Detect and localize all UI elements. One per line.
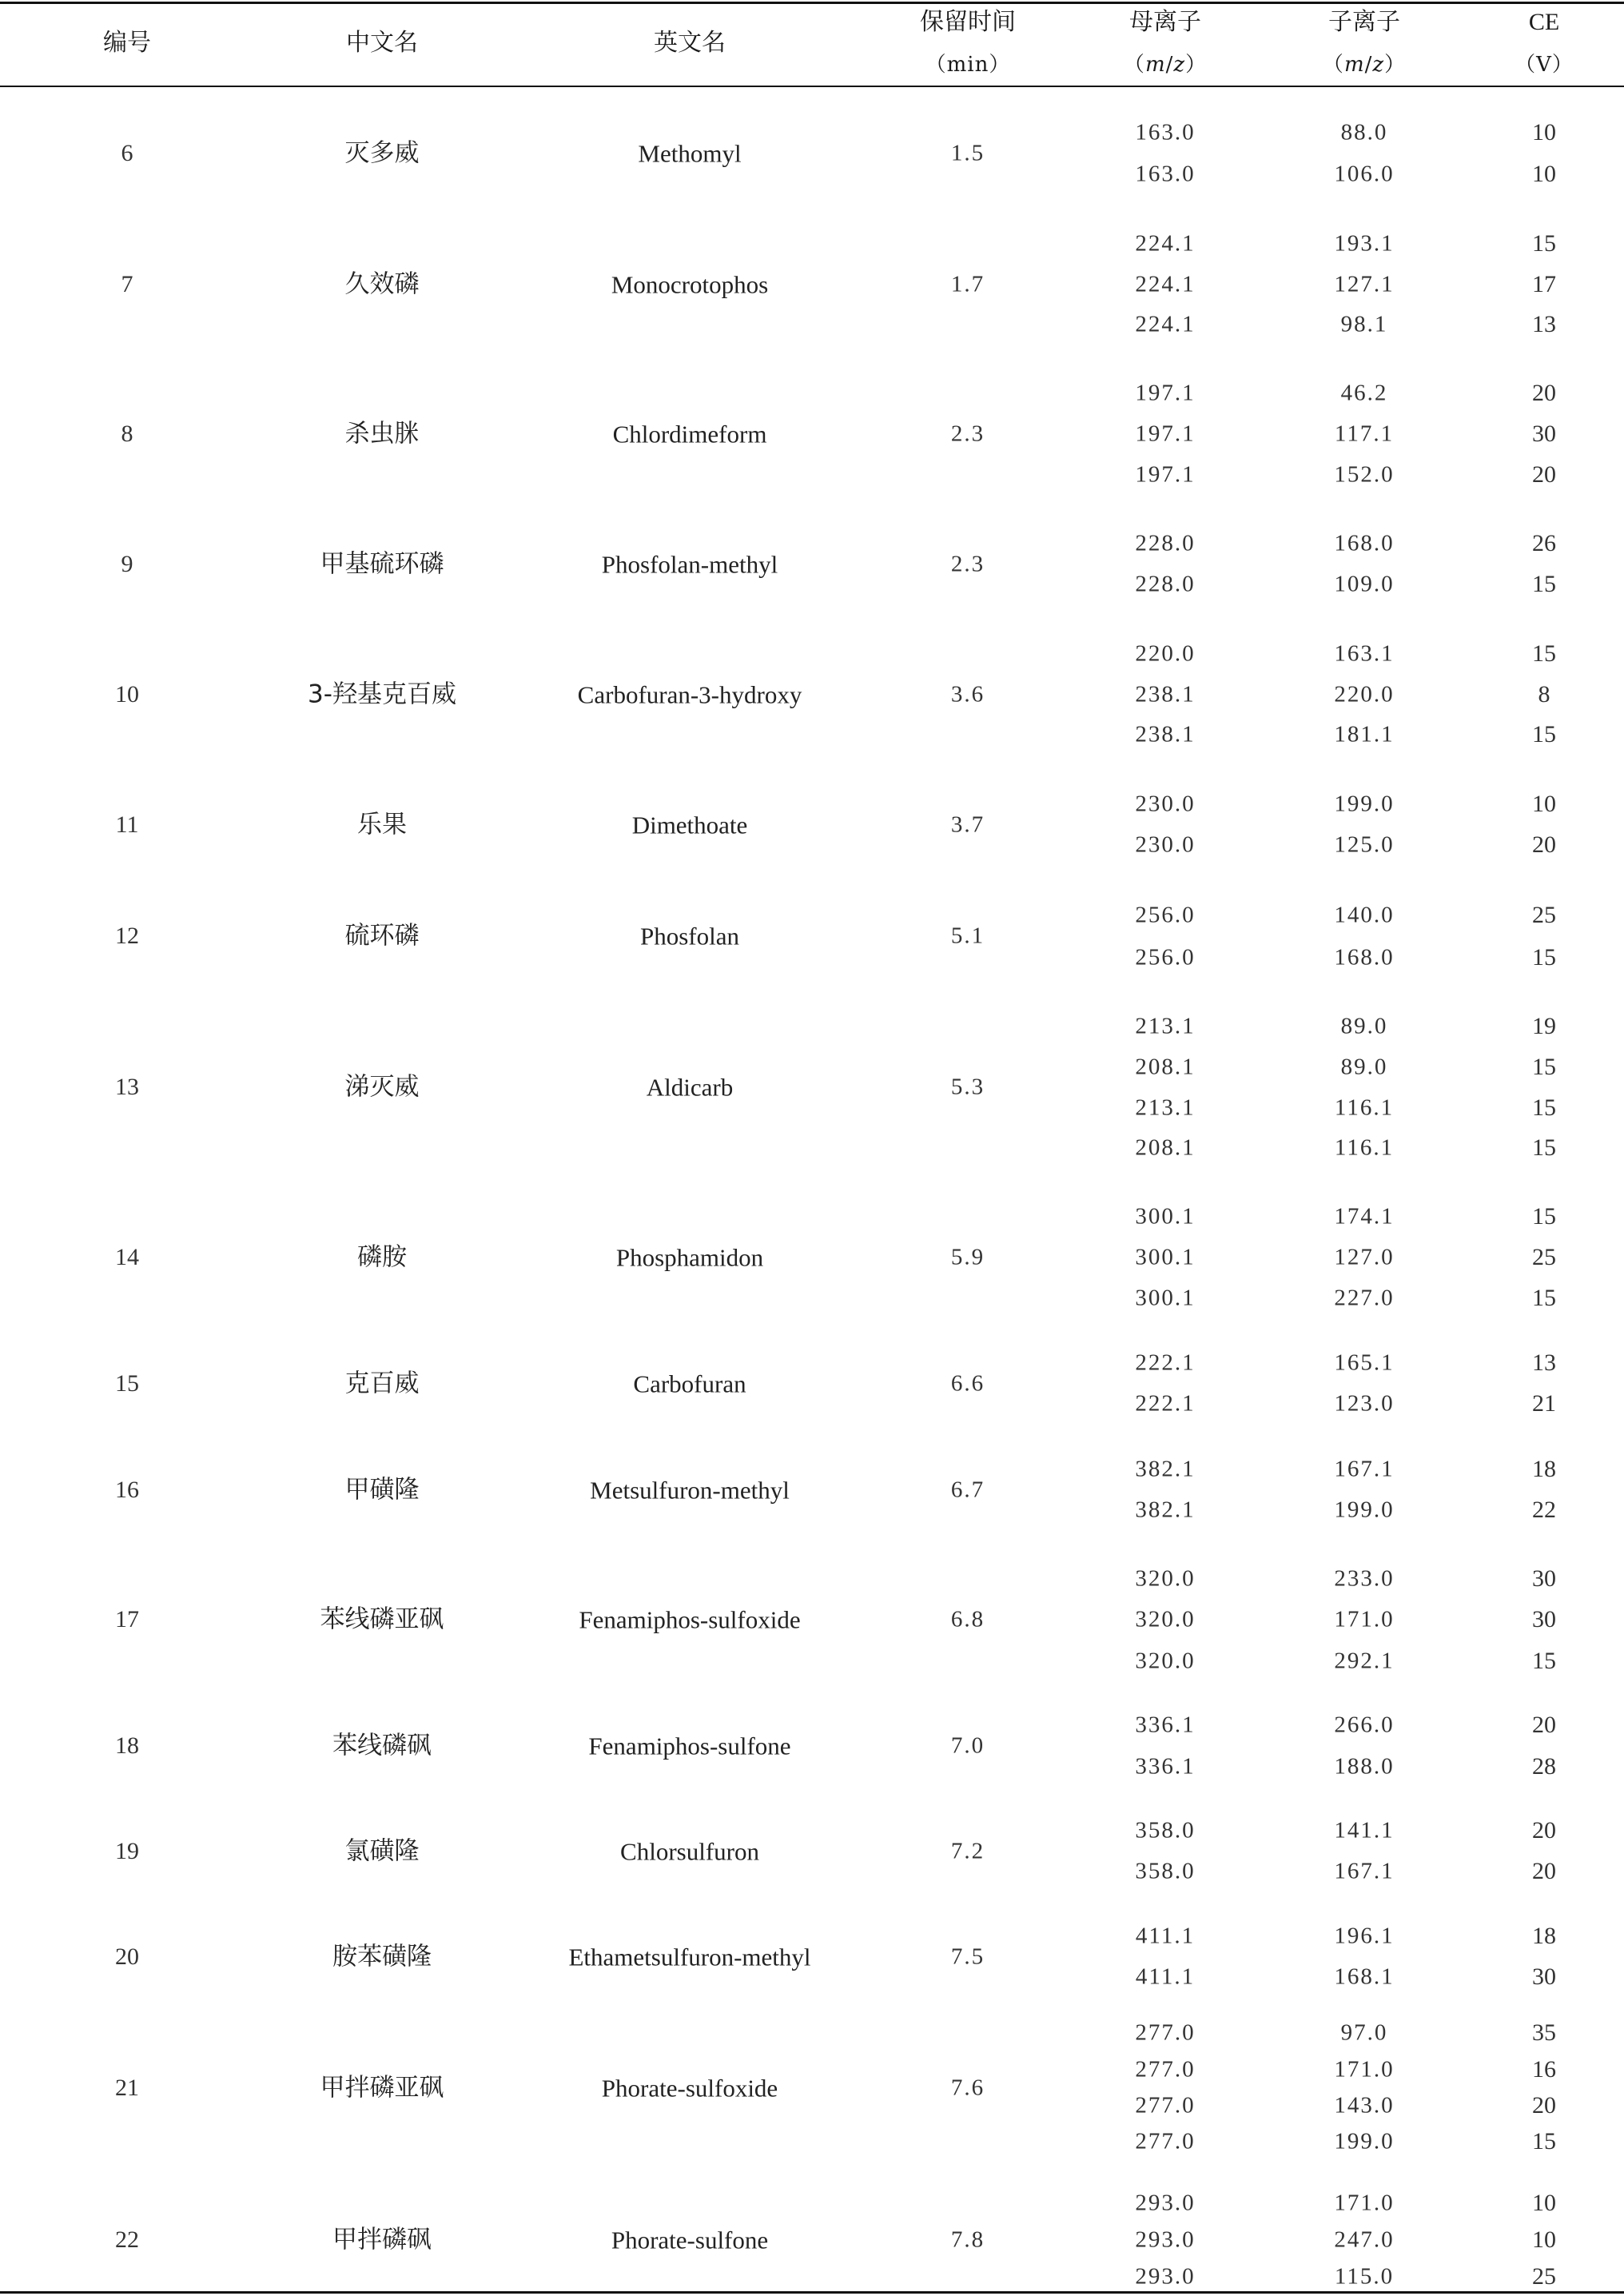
row-no: 7 xyxy=(121,271,133,297)
row-ce: 20 xyxy=(1532,1858,1556,1884)
row-no: 8 xyxy=(121,421,133,447)
row-ce: 13 xyxy=(1532,1349,1556,1376)
row-ce: 15 xyxy=(1532,1094,1556,1121)
row-product-ion: 106.0 xyxy=(1334,161,1395,187)
row-retention-time: 7.6 xyxy=(950,2075,985,2101)
row-chinese-name: 氯磺隆 xyxy=(344,1836,420,1866)
row-ce: 20 xyxy=(1532,461,1556,488)
row-precursor-ion: 300.1 xyxy=(1135,1203,1196,1230)
row-english-name: Carbofuran xyxy=(633,1369,746,1398)
row-ce: 20 xyxy=(1532,2092,1556,2119)
row-product-ion: 167.1 xyxy=(1334,1456,1395,1482)
row-chinese-name: 苯线磷砜 xyxy=(332,1731,432,1760)
header-no: 编号 xyxy=(103,29,151,57)
row-precursor-ion: 224.1 xyxy=(1135,311,1196,337)
row-ce: 15 xyxy=(1532,1054,1556,1080)
row-product-ion: 233.0 xyxy=(1334,1565,1395,1592)
row-product-ion: 115.0 xyxy=(1334,2263,1395,2290)
row-english-name: Monocrotophos xyxy=(611,270,769,299)
row-ce: 19 xyxy=(1532,1013,1556,1039)
row-chinese-name: 磷胺 xyxy=(357,1242,407,1272)
row-precursor-ion: 230.0 xyxy=(1135,831,1196,858)
row-product-ion: 109.0 xyxy=(1334,571,1395,597)
row-ce: 30 xyxy=(1532,1606,1556,1632)
row-product-ion: 266.0 xyxy=(1334,1712,1395,1738)
row-no: 13 xyxy=(115,1074,139,1100)
row-ce: 10 xyxy=(1532,2226,1556,2253)
row-precursor-ion: 277.0 xyxy=(1135,2092,1196,2119)
row-precursor-ion: 163.0 xyxy=(1135,161,1196,187)
row-ce: 10 xyxy=(1532,161,1556,187)
row-product-ion: 171.0 xyxy=(1334,2056,1395,2083)
row-chinese-name: 克百威 xyxy=(344,1369,420,1398)
row-product-ion: 168.1 xyxy=(1334,1963,1395,1990)
row-product-ion: 174.1 xyxy=(1334,1203,1395,1230)
row-ce: 26 xyxy=(1532,530,1556,556)
row-chinese-name: 甲磺隆 xyxy=(344,1475,420,1505)
row-product-ion: 98.1 xyxy=(1340,311,1388,337)
row-chinese-name: 乐果 xyxy=(357,810,407,839)
row-ce: 21 xyxy=(1532,1390,1556,1417)
row-retention-time: 7.2 xyxy=(950,1838,985,1864)
row-precursor-ion: 228.0 xyxy=(1135,571,1196,597)
header-product-ion: 子离子 xyxy=(1328,8,1400,36)
row-precursor-ion: 213.1 xyxy=(1135,1013,1196,1039)
row-retention-time: 6.8 xyxy=(950,1606,985,1632)
row-ce: 28 xyxy=(1532,1753,1556,1780)
row-precursor-ion: 197.1 xyxy=(1135,461,1196,488)
row-product-ion: 116.1 xyxy=(1334,1134,1395,1161)
row-precursor-ion: 197.1 xyxy=(1135,380,1196,406)
row-product-ion: 89.0 xyxy=(1340,1013,1388,1039)
row-chinese-name: 甲基硫环磷 xyxy=(320,549,444,579)
row-ce: 30 xyxy=(1532,421,1556,447)
row-product-ion: 163.1 xyxy=(1334,640,1395,667)
row-precursor-ion: 300.1 xyxy=(1135,1285,1196,1311)
row-product-ion: 123.0 xyxy=(1334,1390,1395,1417)
row-precursor-ion: 256.0 xyxy=(1135,944,1196,971)
row-ce: 10 xyxy=(1532,791,1556,817)
row-ce: 20 xyxy=(1532,380,1556,406)
row-ce: 15 xyxy=(1532,1134,1556,1161)
header-ce: CE xyxy=(1528,9,1560,35)
row-chinese-name: 3-羟基克百威 xyxy=(308,680,456,709)
row-precursor-ion: 277.0 xyxy=(1135,2019,1196,2046)
row-retention-time: 1.5 xyxy=(950,140,985,166)
table-bottom-rule xyxy=(0,2291,1624,2294)
row-product-ion: 116.1 xyxy=(1334,1094,1395,1121)
row-precursor-ion: 208.1 xyxy=(1135,1134,1196,1161)
row-chinese-name: 灭多威 xyxy=(344,138,420,168)
row-precursor-ion: 222.1 xyxy=(1135,1390,1196,1417)
row-no: 11 xyxy=(115,811,139,838)
row-ce: 15 xyxy=(1532,1203,1556,1230)
row-ce: 35 xyxy=(1532,2019,1556,2046)
row-no: 18 xyxy=(115,1732,139,1759)
row-product-ion: 152.0 xyxy=(1334,461,1395,488)
row-english-name: Fenamiphos-sulfoxide xyxy=(579,1605,801,1634)
row-ce: 15 xyxy=(1532,944,1556,971)
row-precursor-ion: 336.1 xyxy=(1135,1753,1196,1780)
row-product-ion: 171.0 xyxy=(1334,2190,1395,2216)
row-english-name: Phorate-sulfoxide xyxy=(601,2074,778,2103)
row-product-ion: 168.0 xyxy=(1334,944,1395,971)
row-product-ion: 141.1 xyxy=(1334,1817,1395,1844)
row-english-name: Phosfolan-methyl xyxy=(601,550,778,579)
row-retention-time: 3.6 xyxy=(950,681,985,708)
row-product-ion: 143.0 xyxy=(1334,2092,1395,2119)
row-product-ion: 227.0 xyxy=(1334,1285,1395,1311)
row-ce: 18 xyxy=(1532,1456,1556,1482)
row-product-ion: 117.1 xyxy=(1334,421,1395,447)
row-retention-time: 2.3 xyxy=(950,551,985,577)
row-ce: 17 xyxy=(1532,271,1556,297)
row-product-ion: 171.0 xyxy=(1334,1606,1395,1632)
row-retention-time: 6.7 xyxy=(950,1477,985,1503)
row-no: 16 xyxy=(115,1477,139,1503)
row-retention-time: 7.8 xyxy=(950,2226,985,2253)
row-no: 14 xyxy=(115,1244,139,1270)
row-chinese-name: 杀虫脒 xyxy=(344,419,420,448)
row-retention-time: 7.5 xyxy=(950,1943,985,1970)
row-precursor-ion: 238.1 xyxy=(1135,681,1196,708)
row-english-name: Chlordimeform xyxy=(612,420,767,448)
row-precursor-ion: 224.1 xyxy=(1135,230,1196,257)
row-ce: 15 xyxy=(1532,571,1556,597)
row-chinese-name: 久效磷 xyxy=(344,269,420,299)
row-product-ion: 125.0 xyxy=(1334,831,1395,858)
row-product-ion: 167.1 xyxy=(1334,1858,1395,1884)
row-no: 20 xyxy=(115,1943,139,1970)
row-ce: 15 xyxy=(1532,1285,1556,1311)
header-precursor-ion-unit: （m/z） xyxy=(1123,53,1208,77)
row-precursor-ion: 382.1 xyxy=(1135,1497,1196,1523)
row-product-ion: 97.0 xyxy=(1340,2019,1388,2046)
row-retention-time: 3.7 xyxy=(950,811,985,838)
row-precursor-ion: 358.0 xyxy=(1135,1817,1196,1844)
row-no: 12 xyxy=(115,923,139,949)
row-english-name: Aldicarb xyxy=(646,1073,734,1102)
row-ce: 22 xyxy=(1532,1497,1556,1523)
row-product-ion: 199.0 xyxy=(1334,1497,1395,1523)
header-precursor-ion: 母离子 xyxy=(1129,8,1201,36)
row-precursor-ion: 358.0 xyxy=(1135,1858,1196,1884)
row-product-ion: 181.1 xyxy=(1334,721,1395,747)
row-ce: 25 xyxy=(1532,2263,1556,2290)
row-precursor-ion: 213.1 xyxy=(1135,1094,1196,1121)
row-product-ion: 220.0 xyxy=(1334,681,1395,708)
row-no: 10 xyxy=(115,681,139,708)
header-ce-unit: （V） xyxy=(1515,53,1574,77)
row-ce: 15 xyxy=(1532,230,1556,257)
row-retention-time: 2.3 xyxy=(950,421,985,447)
row-retention-time: 6.6 xyxy=(950,1370,985,1397)
row-product-ion: 196.1 xyxy=(1334,1923,1395,1949)
row-ce: 30 xyxy=(1532,1963,1556,1990)
row-precursor-ion: 320.0 xyxy=(1135,1565,1196,1592)
row-english-name: Dimethoate xyxy=(631,811,748,839)
row-no: 22 xyxy=(115,2226,139,2253)
row-product-ion: 168.0 xyxy=(1334,530,1395,556)
row-product-ion: 127.1 xyxy=(1334,271,1395,297)
row-precursor-ion: 300.1 xyxy=(1135,1244,1196,1270)
row-product-ion: 247.0 xyxy=(1334,2226,1395,2253)
row-precursor-ion: 336.1 xyxy=(1135,1712,1196,1738)
row-ce: 15 xyxy=(1532,721,1556,747)
row-chinese-name: 涕灭威 xyxy=(344,1072,420,1102)
row-product-ion: 140.0 xyxy=(1334,902,1395,928)
row-precursor-ion: 238.1 xyxy=(1135,721,1196,747)
row-precursor-ion: 222.1 xyxy=(1135,1349,1196,1376)
row-product-ion: 193.1 xyxy=(1334,230,1395,257)
row-retention-time: 5.1 xyxy=(950,923,985,949)
row-english-name: Metsulfuron-methyl xyxy=(590,1476,790,1505)
row-ce: 15 xyxy=(1532,1648,1556,1674)
row-english-name: Chlorsulfuron xyxy=(620,1837,759,1866)
row-precursor-ion: 277.0 xyxy=(1135,2056,1196,2083)
header-retention-time: 保留时间 xyxy=(920,8,1016,36)
row-product-ion: 292.1 xyxy=(1334,1648,1395,1674)
row-product-ion: 89.0 xyxy=(1340,1054,1388,1080)
header-retention-time-unit: （min） xyxy=(925,53,1011,77)
row-precursor-ion: 320.0 xyxy=(1135,1648,1196,1674)
row-no: 6 xyxy=(121,140,133,166)
row-precursor-ion: 293.0 xyxy=(1135,2263,1196,2290)
row-product-ion: 88.0 xyxy=(1340,119,1388,145)
row-precursor-ion: 293.0 xyxy=(1135,2226,1196,2253)
row-ce: 16 xyxy=(1532,2056,1556,2083)
row-precursor-ion: 320.0 xyxy=(1135,1606,1196,1632)
row-precursor-ion: 163.0 xyxy=(1135,119,1196,145)
row-precursor-ion: 197.1 xyxy=(1135,421,1196,447)
row-chinese-name: 胺苯磺隆 xyxy=(332,1942,432,1971)
row-chinese-name: 甲拌磷砜 xyxy=(332,2225,432,2254)
row-product-ion: 127.0 xyxy=(1334,1244,1395,1270)
row-ce: 20 xyxy=(1532,1712,1556,1738)
header-chinese-name: 中文名 xyxy=(346,29,418,57)
row-ce: 20 xyxy=(1532,831,1556,858)
row-chinese-name: 甲拌磷亚砜 xyxy=(320,2073,444,2103)
header-english-name: 英文名 xyxy=(654,29,726,57)
row-ce: 30 xyxy=(1532,1565,1556,1592)
row-ce: 18 xyxy=(1532,1923,1556,1949)
row-ce: 15 xyxy=(1532,2128,1556,2154)
row-chinese-name: 苯线磷亚砜 xyxy=(320,1604,444,1634)
row-product-ion: 188.0 xyxy=(1334,1753,1395,1780)
row-no: 21 xyxy=(115,2075,139,2101)
row-ce: 25 xyxy=(1532,902,1556,928)
row-english-name: Phosfolan xyxy=(640,922,739,951)
row-ce: 20 xyxy=(1532,1817,1556,1844)
row-retention-time: 7.0 xyxy=(950,1732,985,1759)
row-english-name: Carbofuran-3-hydroxy xyxy=(577,680,802,709)
row-english-name: Phorate-sulfone xyxy=(611,2226,769,2254)
row-product-ion: 199.0 xyxy=(1334,2128,1395,2154)
row-precursor-ion: 230.0 xyxy=(1135,791,1196,817)
row-no: 17 xyxy=(115,1606,139,1632)
row-retention-time: 1.7 xyxy=(950,271,985,297)
row-precursor-ion: 208.1 xyxy=(1135,1054,1196,1080)
row-no: 15 xyxy=(115,1370,139,1397)
row-ce: 10 xyxy=(1532,2190,1556,2216)
row-chinese-name: 硫环磷 xyxy=(344,921,420,951)
row-precursor-ion: 224.1 xyxy=(1135,271,1196,297)
row-retention-time: 5.3 xyxy=(950,1074,985,1100)
row-ce: 10 xyxy=(1532,119,1556,145)
row-precursor-ion: 228.0 xyxy=(1135,530,1196,556)
header-product-ion-unit: （m/z） xyxy=(1322,53,1407,77)
table-top-rule xyxy=(0,2,1624,4)
row-precursor-ion: 220.0 xyxy=(1135,640,1196,667)
row-english-name: Fenamiphos-sulfone xyxy=(588,1732,791,1760)
row-ce: 25 xyxy=(1532,1244,1556,1270)
row-precursor-ion: 411.1 xyxy=(1135,1923,1196,1949)
table-header-rule xyxy=(0,86,1624,87)
row-precursor-ion: 411.1 xyxy=(1135,1963,1196,1990)
row-no: 19 xyxy=(115,1838,139,1864)
row-ce: 8 xyxy=(1538,681,1550,708)
row-precursor-ion: 277.0 xyxy=(1135,2128,1196,2154)
row-ce: 15 xyxy=(1532,640,1556,667)
row-precursor-ion: 382.1 xyxy=(1135,1456,1196,1482)
row-ce: 13 xyxy=(1532,311,1556,337)
row-retention-time: 5.9 xyxy=(950,1244,985,1270)
row-precursor-ion: 256.0 xyxy=(1135,902,1196,928)
row-precursor-ion: 293.0 xyxy=(1135,2190,1196,2216)
row-no: 9 xyxy=(121,551,133,577)
row-english-name: Methomyl xyxy=(638,139,742,168)
row-product-ion: 46.2 xyxy=(1340,380,1388,406)
row-english-name: Ethametsulfuron-methyl xyxy=(568,1943,811,1971)
row-english-name: Phosphamidon xyxy=(615,1243,764,1272)
row-product-ion: 199.0 xyxy=(1334,791,1395,817)
row-product-ion: 165.1 xyxy=(1334,1349,1395,1376)
